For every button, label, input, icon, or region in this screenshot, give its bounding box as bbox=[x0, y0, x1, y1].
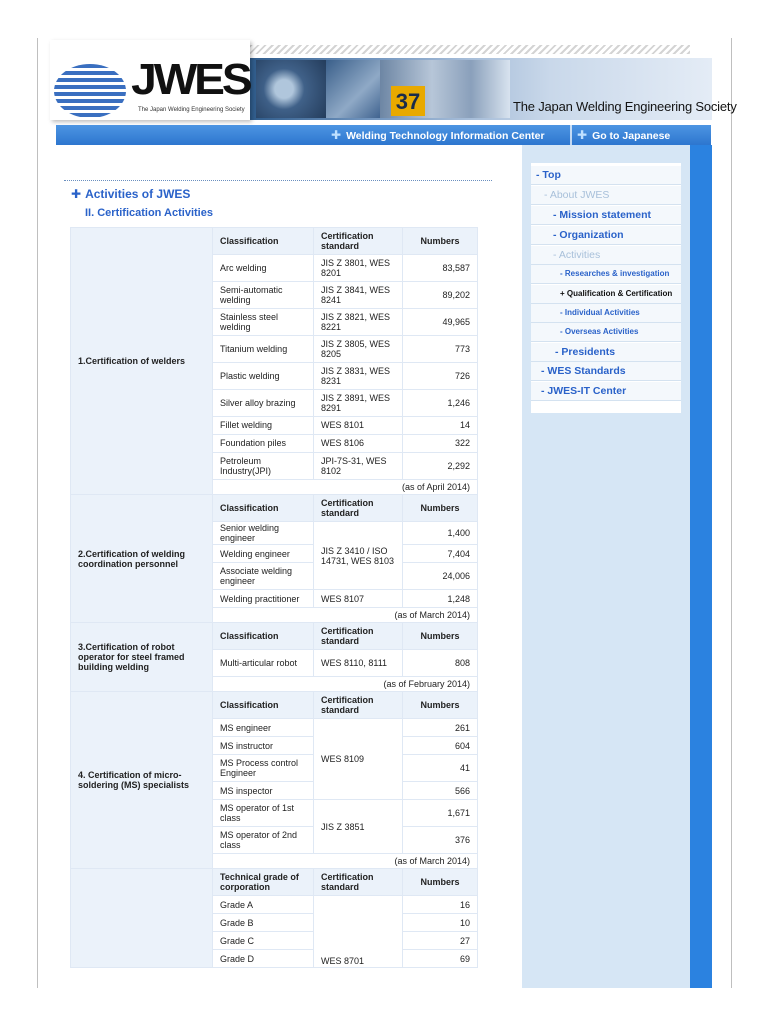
cell-standard: JIS Z 3821, WES 8221 bbox=[314, 309, 403, 336]
cell-classification: MS inspector bbox=[213, 782, 314, 800]
cell-classification: MS engineer bbox=[213, 719, 314, 737]
section-title: 2.Certification of welding coordination personnel bbox=[71, 495, 213, 623]
cell-standard: JIS Z 3410 / ISO 14731, WES 8103 bbox=[314, 522, 403, 590]
table-header-row bbox=[71, 869, 478, 896]
header-numbers: Numbers bbox=[403, 495, 478, 522]
cell-classification: Grade B bbox=[213, 914, 314, 932]
cell-number: 726 bbox=[403, 363, 478, 390]
cell-standard: WES 8701 bbox=[314, 896, 403, 968]
cell-classification: Foundation piles bbox=[213, 435, 314, 453]
header-standard: Certification standard bbox=[314, 228, 403, 255]
cell-standard: JPI-7S-31, WES 8102 bbox=[314, 453, 403, 480]
cell-number: 83,587 bbox=[403, 255, 478, 282]
cell-classification: MS operator of 1st class bbox=[213, 800, 314, 827]
plus-icon: ✚ bbox=[331, 128, 342, 142]
cell-standard: JIS Z 3891, WES 8291 bbox=[314, 390, 403, 417]
cell-number: 773 bbox=[403, 336, 478, 363]
cell-number: 41 bbox=[403, 755, 478, 782]
cell-classification: Fillet welding bbox=[213, 417, 314, 435]
cell-number: 7,404 bbox=[403, 545, 478, 563]
cell-classification: Grade C bbox=[213, 932, 314, 950]
banner-photo-welder bbox=[256, 60, 326, 118]
section-title: 4. Certification of micro-soldering (MS) specialists bbox=[71, 692, 213, 869]
cell-number: 2,292 bbox=[403, 453, 478, 480]
sidebar-item-activities[interactable]: - Activities bbox=[531, 246, 681, 265]
header-numbers: Numbers bbox=[403, 228, 478, 255]
cell-classification: Petroleum Industry(JPI) bbox=[213, 453, 314, 480]
header-numbers: Numbers bbox=[403, 869, 478, 896]
cell-number: 69 bbox=[403, 950, 478, 968]
cell-classification: MS instructor bbox=[213, 737, 314, 755]
logo-subtitle: The Japan Welding Engineering Society bbox=[138, 107, 245, 113]
cell-standard: WES 8107 bbox=[314, 590, 403, 608]
banner-title: The Japan Welding Engineering Society bbox=[513, 99, 737, 114]
table-header-row bbox=[71, 228, 478, 255]
cell-standard: JIS Z 3841, WES 8241 bbox=[314, 282, 403, 309]
section-title: 1.Certification of welders bbox=[71, 228, 213, 495]
table-header-row bbox=[71, 692, 478, 719]
cell-classification: Plastic welding bbox=[213, 363, 314, 390]
banner-badge: 37 bbox=[391, 86, 425, 116]
cell-number: 1,246 bbox=[403, 390, 478, 417]
cell-number: 10 bbox=[403, 914, 478, 932]
cell-standard: WES 8101 bbox=[314, 417, 403, 435]
cell-number: 604 bbox=[403, 737, 478, 755]
nav-welding-tech-center-link[interactable]: ✚ Welding Technology Information Center bbox=[331, 128, 545, 142]
header-numbers: Numbers bbox=[403, 692, 478, 719]
cell-classification: Associate welding engineer bbox=[213, 563, 314, 590]
page-border-left bbox=[37, 38, 38, 988]
nav-japanese-link[interactable]: ✚ Go to Japanese bbox=[577, 128, 671, 142]
page-border-right bbox=[731, 38, 732, 988]
as-of-note: (as of February 2014) bbox=[213, 677, 478, 692]
sidebar-edge bbox=[690, 145, 712, 988]
cell-classification: Grade A bbox=[213, 896, 314, 914]
page-subtitle: II. Certification Activities bbox=[85, 207, 213, 219]
cell-standard: WES 8106 bbox=[314, 435, 403, 453]
cell-number: 1,400 bbox=[403, 522, 478, 545]
sidebar-item-top[interactable]: - Top bbox=[531, 166, 681, 185]
sidebar-item-about[interactable]: - About JWES bbox=[531, 186, 681, 205]
cell-classification: Grade D bbox=[213, 950, 314, 968]
sidebar-item-overseas[interactable]: - Overseas Activities bbox=[531, 323, 681, 342]
cell-number: 808 bbox=[403, 650, 478, 677]
as-of-note: (as of March 2014) bbox=[213, 854, 478, 869]
cell-classification: MS Process control Engineer bbox=[213, 755, 314, 782]
banner-photo-engineer bbox=[326, 60, 380, 118]
table-header-row bbox=[71, 495, 478, 522]
header-standard: Certification standard bbox=[314, 495, 403, 522]
header-classification: Classification bbox=[213, 495, 314, 522]
cell-number: 1,671 bbox=[403, 800, 478, 827]
cell-classification: Semi-automatic welding bbox=[213, 282, 314, 309]
as-of-note: (as of March 2014) bbox=[213, 608, 478, 623]
header-classification: Classification bbox=[213, 692, 314, 719]
section-title: 3.Certification of robot operator for steel framed building welding bbox=[71, 623, 213, 692]
section-title bbox=[71, 869, 213, 968]
cell-number: 24,006 bbox=[403, 563, 478, 590]
cell-classification: Senior welding engineer bbox=[213, 522, 314, 545]
cell-standard: WES 8109 bbox=[314, 719, 403, 800]
sidebar-item-jwes-it[interactable]: - JWES-IT Center bbox=[531, 382, 681, 401]
cell-classification: Titanium welding bbox=[213, 336, 314, 363]
sidebar-item-presidents[interactable]: - Presidents bbox=[531, 343, 681, 362]
cell-classification: Arc welding bbox=[213, 255, 314, 282]
header-stripe bbox=[250, 45, 690, 54]
plus-icon: ✚ bbox=[71, 187, 82, 201]
cell-classification: MS operator of 2nd class bbox=[213, 827, 314, 854]
table-header-row bbox=[71, 623, 478, 650]
sidebar-item-researches[interactable]: - Researches & investigation bbox=[531, 265, 681, 284]
cell-standard: JIS Z 3805, WES 8205 bbox=[314, 336, 403, 363]
cell-classification: Multi-articular robot bbox=[213, 650, 314, 677]
cell-number: 261 bbox=[403, 719, 478, 737]
cell-number: 566 bbox=[403, 782, 478, 800]
header-classification: Classification bbox=[213, 228, 314, 255]
cell-number: 49,965 bbox=[403, 309, 478, 336]
page-title: ✚ Activities of JWES bbox=[71, 187, 191, 201]
logo-text: JWES bbox=[131, 55, 250, 104]
cell-classification: Silver alloy brazing bbox=[213, 390, 314, 417]
cell-number: 322 bbox=[403, 435, 478, 453]
as-of-note: (as of April 2014) bbox=[213, 480, 478, 495]
sidebar-item-organization[interactable]: - Organization bbox=[531, 226, 681, 245]
cell-standard: WES 8110, 8111 bbox=[314, 650, 403, 677]
sidebar-item-qualification[interactable]: + Qualification & Certification bbox=[531, 285, 681, 304]
sidebar-item-mission[interactable]: - Mission statement bbox=[531, 206, 681, 225]
plus-icon: ✚ bbox=[577, 128, 588, 142]
header-classification: Classification bbox=[213, 623, 314, 650]
header-standard: Certification standard bbox=[314, 623, 403, 650]
section-divider bbox=[64, 180, 492, 181]
sidebar-item-wes-standards[interactable]: - WES Standards bbox=[531, 362, 681, 381]
cell-number: 376 bbox=[403, 827, 478, 854]
certification-table bbox=[70, 227, 478, 968]
cell-classification: Welding engineer bbox=[213, 545, 314, 563]
header-technical-grade: Technical grade of corporation bbox=[213, 869, 314, 896]
sidebar-item-individual[interactable]: - Individual Activities bbox=[531, 304, 681, 323]
cell-number: 27 bbox=[403, 932, 478, 950]
cell-number: 16 bbox=[403, 896, 478, 914]
header-standard: Certification standard bbox=[314, 692, 403, 719]
cell-number: 89,202 bbox=[403, 282, 478, 309]
cell-number: 14 bbox=[403, 417, 478, 435]
logo-globe-icon bbox=[54, 64, 126, 118]
nav-divider bbox=[570, 125, 572, 145]
cell-standard: JIS Z 3801, WES 8201 bbox=[314, 255, 403, 282]
cell-classification: Welding practitioner bbox=[213, 590, 314, 608]
header-standard: Certification standard bbox=[314, 869, 403, 896]
cell-standard: JIS Z 3831, WES 8231 bbox=[314, 363, 403, 390]
cell-number: 1,248 bbox=[403, 590, 478, 608]
header-numbers: Numbers bbox=[403, 623, 478, 650]
cell-standard: JIS Z 3851 bbox=[314, 800, 403, 854]
cell-classification: Stainless steel welding bbox=[213, 309, 314, 336]
